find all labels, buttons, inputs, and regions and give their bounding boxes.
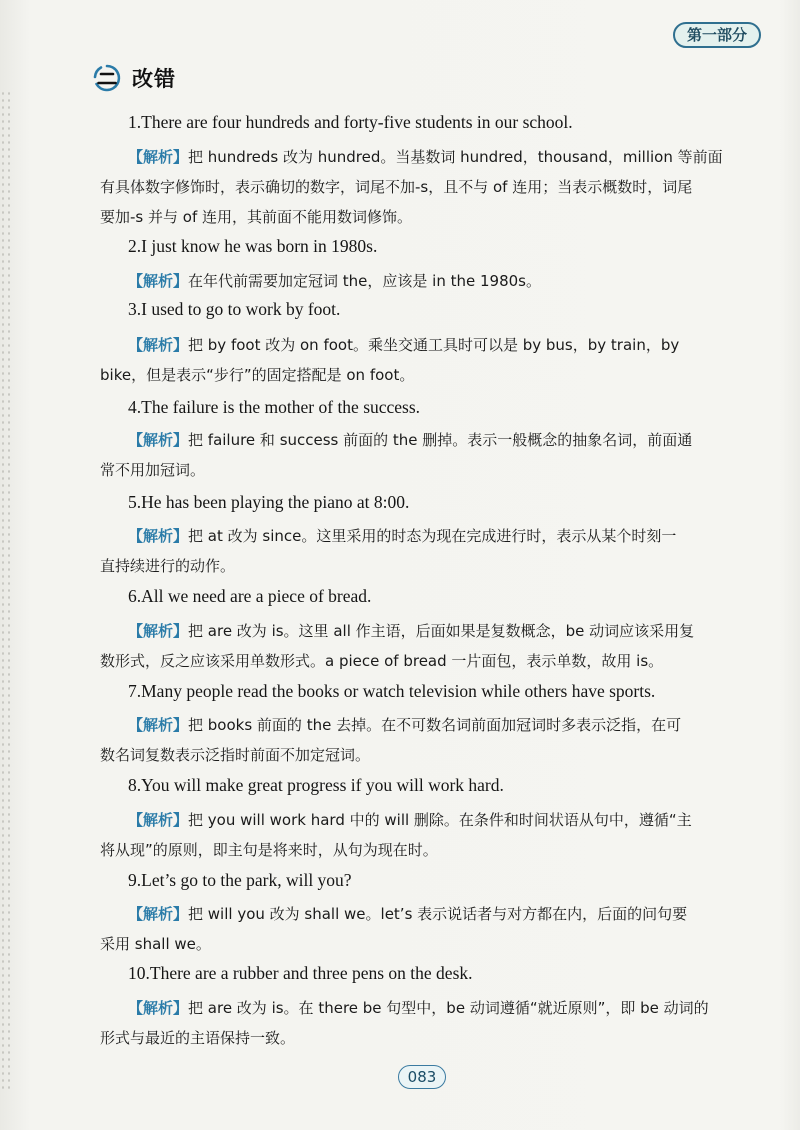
explanation-line [128, 330, 750, 360]
explanation-line [128, 142, 750, 172]
explanation-line [128, 899, 750, 929]
explanation-text: 把 failure 和 success 前面的 the 删掉。表示一般概念的抽象名词，前面通 [188, 431, 693, 449]
explanation-block [100, 266, 750, 296]
binding-margin [0, 90, 14, 1090]
explanation-line: 形式与最近的主语保持一致。 [100, 1029, 296, 1047]
question-sentence: 10.There are a rubber and three pens on the desk. [128, 963, 473, 983]
page-number: 083 [398, 1065, 446, 1089]
part-label-badge: 第一部分 [673, 22, 761, 48]
analysis-tag: 【解析】 [128, 622, 189, 640]
explanation-block [100, 425, 750, 485]
explanation-line [128, 425, 750, 455]
explanation-block [100, 993, 750, 1053]
explanation-line [128, 521, 750, 551]
explanation-block [100, 330, 750, 390]
explanation-text: 在年代前需要加定冠词 the，应该是 in the 1980s。 [188, 272, 541, 290]
explanation-line [128, 805, 750, 835]
explanation-block [100, 616, 750, 676]
question-sentence: 8.You will make great progress if you will work hard. [128, 775, 504, 795]
analysis-tag: 【解析】 [128, 336, 189, 354]
explanation-line: 有具体数字修饰时，表示确切的数字，词尾不加-s，且不与 of 连用；当表示概数时，词尾 [100, 178, 693, 196]
question-sentence: 9.Let’s go to the park, will you? [128, 870, 352, 890]
explanation-block [100, 142, 750, 232]
explanation-text: 把 at 改为 since。这里采用的时态为现在完成进行时，表示从某个时刻一 [188, 527, 677, 545]
analysis-tag: 【解析】 [128, 716, 189, 734]
question-sentence: 1.There are four hundreds and forty-five students in our school. [128, 112, 573, 132]
analysis-tag: 【解析】 [128, 527, 189, 545]
explanation-line: 要加-s 并与 of 连用，其前面不能用数词修饰。 [100, 208, 412, 226]
section-number-two-icon [92, 63, 122, 93]
analysis-tag: 【解析】 [128, 905, 189, 923]
explanation-text: 把 are 改为 is。这里 all 作主语，后面如果是复数概念，be 动词应该采用复 [188, 622, 695, 640]
question-sentence: 4.The failure is the mother of the success. [128, 397, 421, 417]
explanation-line: 将从现”的原则，即主句是将来时，从句为现在时。 [100, 841, 438, 859]
explanation-text: 把 will you 改为 shall we。let’s 表示说话者与对方都在内，后面的问句要 [188, 905, 688, 923]
question-sentence: 7.Many people read the books or watch television while others have sports. [128, 681, 656, 701]
explanation-line: 采用 shall we。 [100, 935, 211, 953]
explanation-block [100, 899, 750, 959]
explanation-line [128, 616, 750, 646]
explanation-line [128, 266, 750, 296]
explanation-line: 数名词复数表示泛指时前面不加定冠词。 [100, 746, 371, 764]
explanation-line [128, 710, 750, 740]
question-sentence: 6.All we need are a piece of bread. [128, 586, 372, 606]
explanation-text: 把 hundreds 改为 hundred。当基数词 hundred，thousand，million 等前面 [188, 148, 723, 166]
explanation-text: 把 by foot 改为 on foot。乘坐交通工具时可以是 by bus，by train，by [188, 336, 680, 354]
explanation-block [100, 710, 750, 770]
explanation-line: 直持续进行的动作。 [100, 557, 236, 575]
explanation-block [100, 805, 750, 865]
explanation-line: 数形式，反之应该采用单数形式。a piece of bread 一片面包，表示单数，故用 is。 [100, 652, 664, 670]
analysis-tag: 【解析】 [128, 999, 189, 1017]
explanation-block [100, 521, 750, 581]
analysis-tag: 【解析】 [128, 811, 189, 829]
explanation-text: 把 books 前面的 the 去掉。在不可数名词前面加冠词时多表示泛指，在可 [188, 716, 682, 734]
explanation-text: 把 are 改为 is。在 there be 句型中，be 动词遵循“就近原则”，即 be 动词的 [188, 999, 709, 1017]
analysis-tag: 【解析】 [128, 431, 189, 449]
explanation-line: bike，但是表示“步行”的固定搭配是 on foot。 [100, 366, 415, 384]
explanation-line [128, 993, 750, 1023]
analysis-tag: 【解析】 [128, 148, 189, 166]
section-heading [92, 62, 176, 94]
section-title: 改错 [132, 67, 176, 91]
question-sentence: 5.He has been playing the piano at 8:00. [128, 492, 410, 512]
question-sentence: 2.I just know he was born in 1980s. [128, 236, 378, 256]
analysis-tag: 【解析】 [128, 272, 189, 290]
explanation-text: 把 you will work hard 中的 will 删除。在条件和时间状语从句中，遵循“主 [188, 811, 692, 829]
question-sentence: 3.I used to go to work by foot. [128, 299, 341, 319]
explanation-line: 常不用加冠词。 [100, 461, 206, 479]
